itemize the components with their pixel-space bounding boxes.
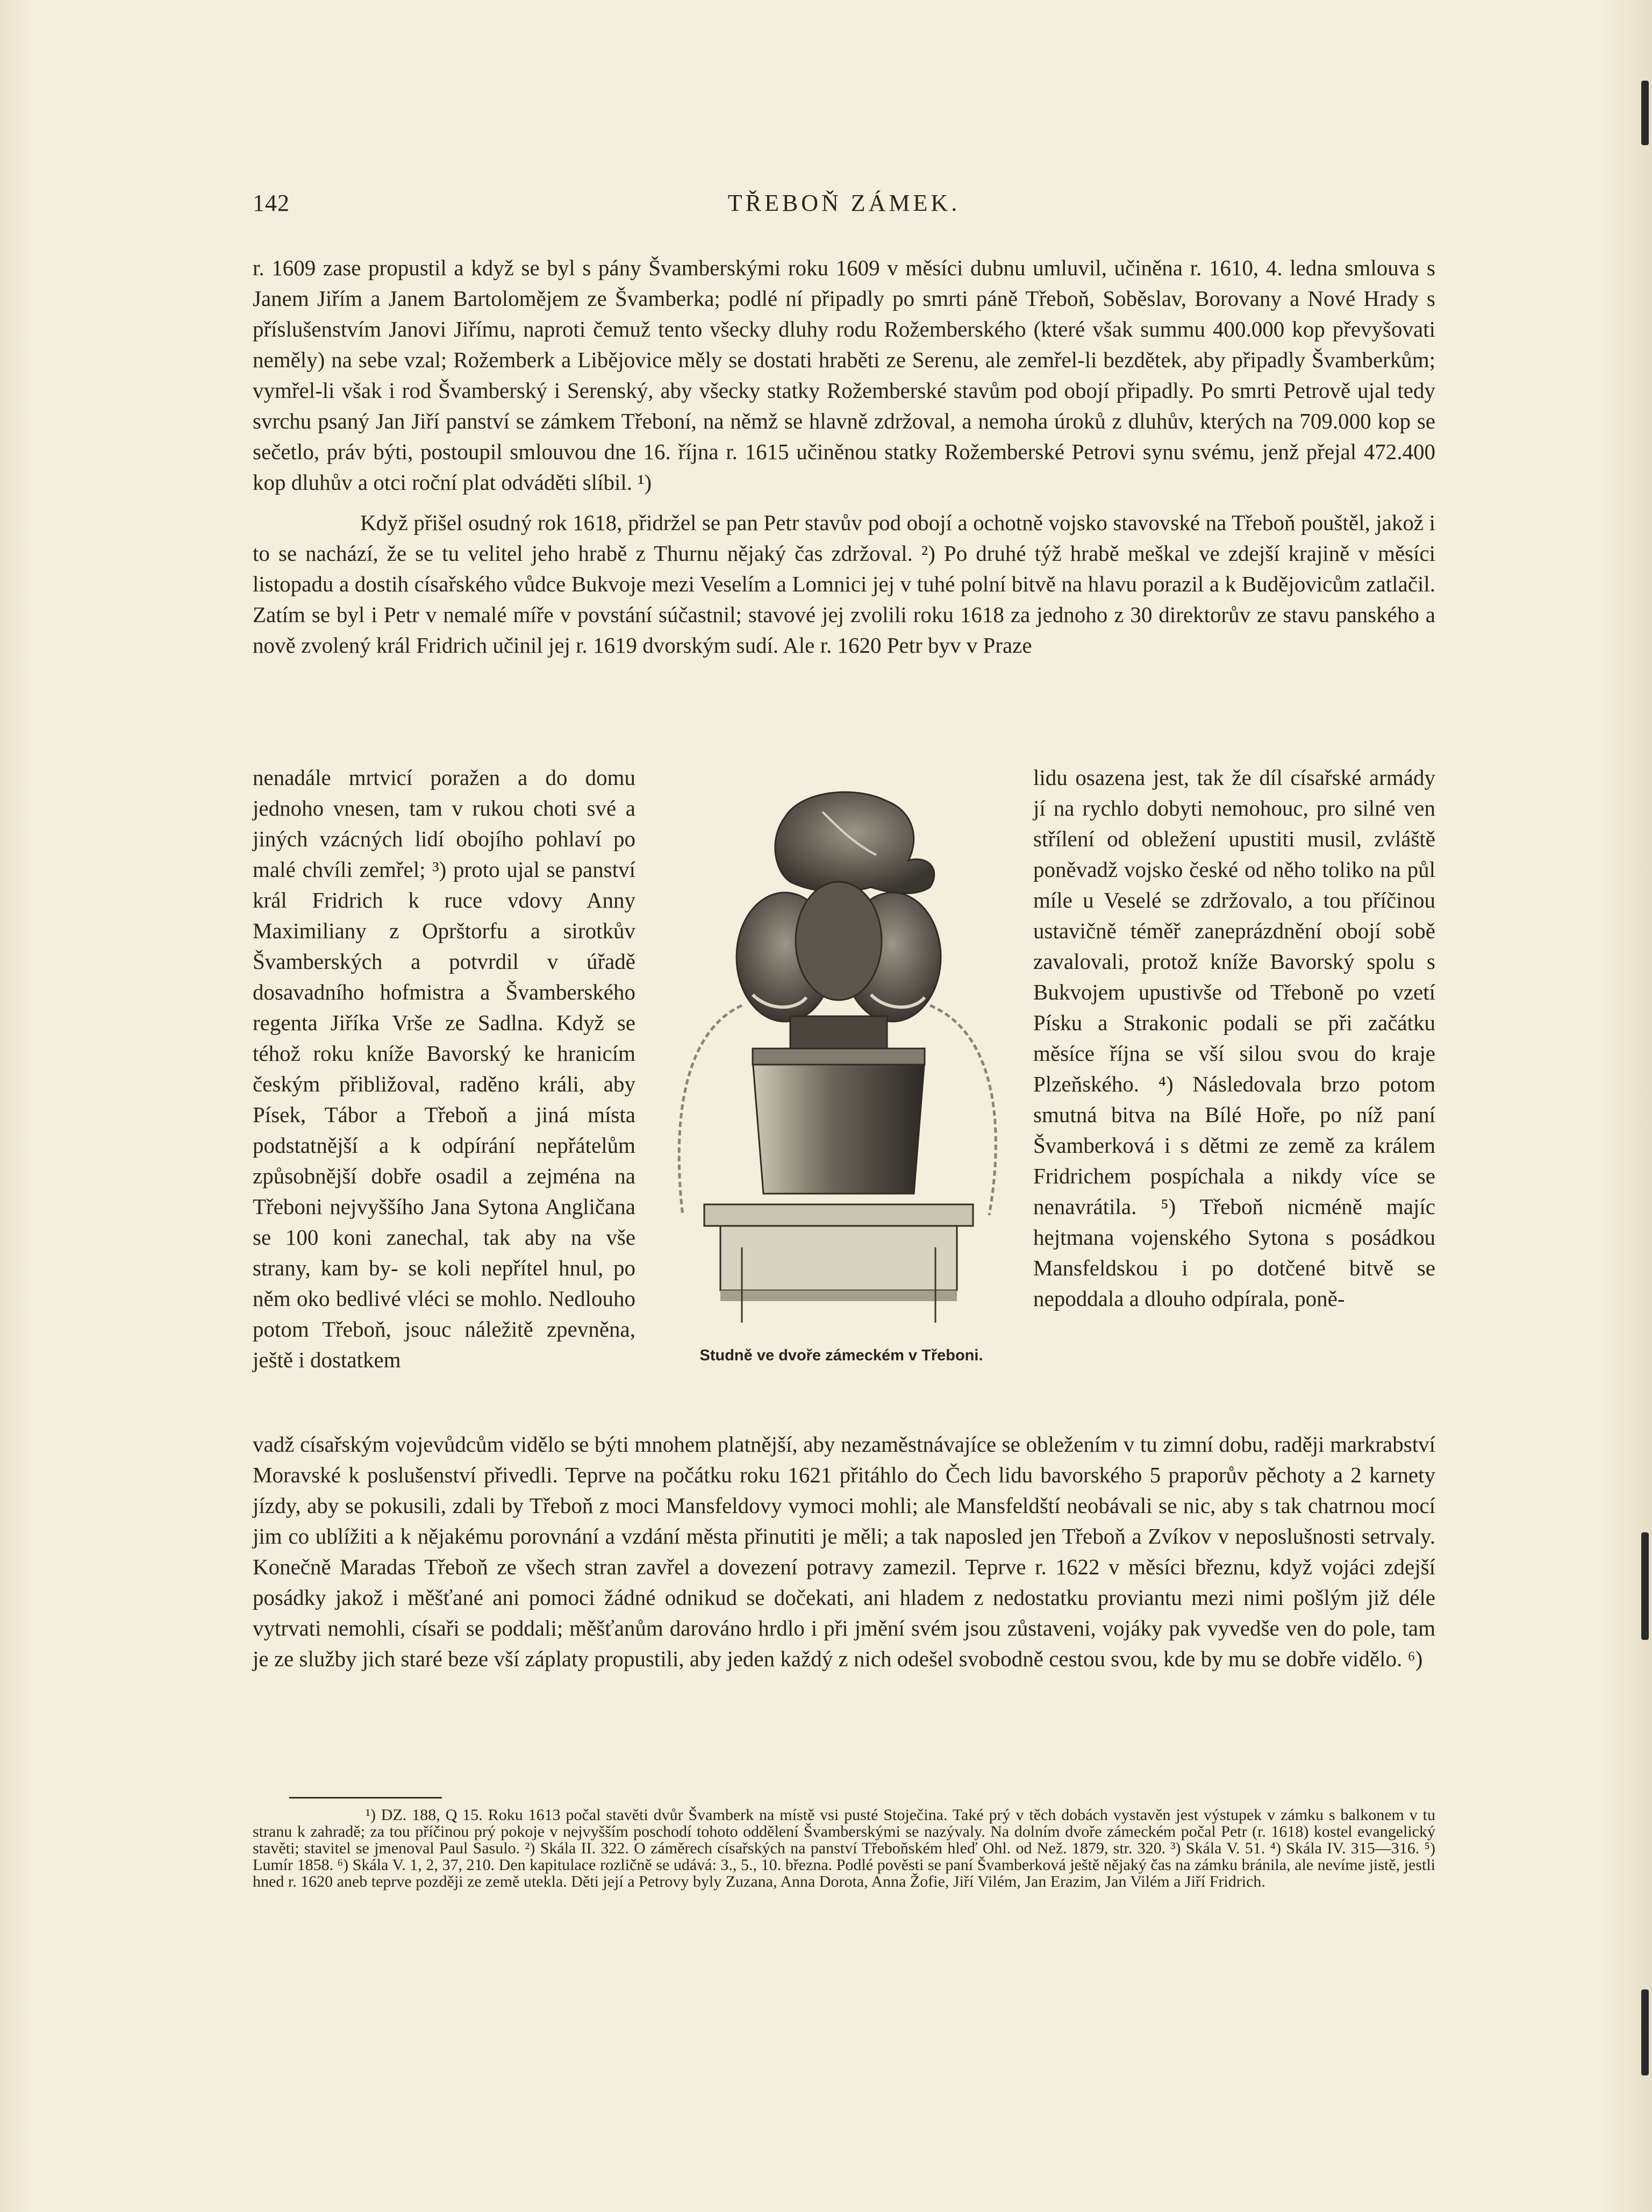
paragraph-3: vadž císařským vojevůdcům vidělo se býti mnohem platnější, aby nezaměstnávajíce se obležením v tu zimní dobu, raději markrabství Moravské k poslušenství přivedli. Teprve na počátku roku 1621 přitáhlo do Čech lidu bavorského 5 praporův pěchoty a 2 karnety jízdy, aby se pokusili, zdali by Třeboň z moci Mansfeldovy vymoci mohli; ale Mansfeldští neobávali se nic, aby s tak chatrnou mocí jim co ublížiti a k nějakému porovnání a vzdání města přinutiti je měli; a tak naposled jen Třeboň a Zvíkov v neposlušnosti setrvaly. Konečně Maradas Třeboň ze všech stran zavřel a dovezení potravy zamezil. Teprve r. 1622 v měsíci březnu, když vojáci zdejší posádky jakož i měšťané ani pomoci žádné odnikud se dočekati, ani hladem z nedostatku proviantu mezi nimi pošlým již déle vytrvati nemohli, císaři se poddali; měšťanům darováno hrdlo i při jmění svém jsou zůstaveni, vojáky pak vyvedše ven do pole, tam je ze služby jich staré beze vší záplaty propustili, aby jeden každý z nich odešel svobodně cestou svou, kde by mu se dobře vidělo. ⁶) — [253, 1432, 1435, 1671]
figure-caption: Studně ve dvoře zámeckém v Třeboni. — [699, 1347, 983, 1364]
fountain-engraving-image — [661, 780, 1016, 1350]
fountain-illustration — [661, 780, 1016, 1382]
scan-edge-mark — [1641, 1532, 1649, 1640]
column-right: lidu osazena jest, tak že díl císařské armády jí na rychlo dobyti nemohouc, pro silné ven střílení od obležení upustiti musil, zvláště poněvadž vojsko české od něho toliko na půl míle u Veselé se zdržovalo, a tou příčinou ustavičně téměř zaneprázdnění obojí sobě zavalovali, protož kníže Bavorský spolu s Bukvojem upustivše od Třeboně po vzetí Písku a Strakonic podali se při začátku měsíce října se vší silou svou do kraje Plzeňského. ⁴) Následovala brzo potom smutná bitva na Bílé Hoře, po níž paní Švamberková i s dětmi ze země za králem Fridrichem pospíchala a nikdy více se nenavrátila. ⁵) Třeboň nicméně majíc hejtmana vojenského Sytona s posádkou Mansfeldskou i po dotčené bitvě se nepoddala a dlouho odpírala, poně- — [1033, 765, 1435, 1311]
column-left: nenadále mrtvicí poražen a do domu jednoho vnesen, tam v rukou choti své a jiných vzácných lidí obojího pohlaví po malé chvíli zemřel; ³) proto ujal se panství král Fridrich k ruce vdovy Anny Maximiliany z Oprštorfu a sirotkův Švamberských a potvrdil v úřadě dosavadního hofmistra a Švamberského regenta Jiříka Vrše ze Sadlna. Když se téhož roku kníže Bavorský ke hranicím českým přibližoval, raděno králi, aby Písek, Tábor a Třeboň a jiná místa podstatnější a k odpírání nepřátelům způsobnější dobře osadil a zejména na Třeboni nejvyššího Jana Sytona Angličana se 100 koni zanechal, tak aby na vše strany, kam by- se koli nepřítel hnul, po něm oko bedlivé vléci se mohlo. Nedlouho potom Třeboň, jsouc náležitě zpevněna, ještě i dostatkem — [253, 765, 635, 1372]
body-text-upper — [253, 253, 1435, 661]
scan-edge-mark — [1641, 1989, 1649, 2075]
footnote-divider — [289, 1797, 442, 1799]
paragraph-2: Když přišel osudný rok 1618, přidržel se pan Petr stavův pod obojí a ochotně vojsko stavovské na Třeboň pouštěl, jakož i to se nachází, že se tu velitel jeho hrabě z Thurnu nějaký čas zdržoval. ²) Po druhé týž hrabě meškal ve zdejší krajině v měsíci listopadu a dostih císařského vůdce Bukvoje mezi Veselím a Lomnici jej v tuhé polní bitvě na hlavu porazil a k Budějovicům zatlačil. Zatím se byl i Petr v nemalé míře v povstání súčastnil; stavové jej zvolili roku 1618 za jednoho z 30 direktorův ze stavu panského a nově zvolený král Fridrich učinil jej r. 1619 dvorským sudí. Ale r. 1620 Petr byv v Praze — [253, 510, 1435, 658]
footnotes — [253, 1807, 1435, 1890]
paragraph-1: r. 1609 zase propustil a když se byl s pány Švamberskými roku 1609 v měsíci dubnu umluvil, učiněna r. 1610, 4. ledna smlouva s Janem Jiřím a Janem Bartolomějem ze Švamberka; podlé ní připadly po smrti páně Třeboň, Soběslav, Borovany a Nové Hrady s příslušenstvím Janovi Jiřímu, naproti čemuž tento všecky dluhy rodu Rožemberského (které však summu 400.000 kop převyšovati neměly) na sebe vzal; Rožemberk a Libějovice měly se dostati hraběti ze Serenu, ale zemřel-li bezdětek, aby připadly Švamberkům; vymřel-li však i rod Švamberský i Serenský, aby všecky statky Rožemberské stavům pod obojí připadly. Po smrti Petrově ujal tedy svrchu psaný Jan Jiří panství se zámkem Třeboní, na němž se hlavně zdržoval, a nemoha úroků z dluhův, kterých na 709.000 kop se sečetlo, práv býti, postoupil smlouvou dne 16. října r. 1615 učiněnou statky Rožemberské Petrovi synu svému, jenž přejal 472.400 kop dluhův a otci roční plat odváděti slíbil. ¹) — [253, 255, 1435, 495]
page-header — [253, 189, 1435, 232]
footnotes-text: ¹) DZ. 188, Q 15. Roku 1613 počal stavěti dvůr Švamberk na místě vsi pusté Stoječina. Také prý v těch dobách vystavěn jest výstupek v zámku s balkonem v tu stranu k zahradě; za tou příčinou prý pokoje v nejvyšším poschodí tohoto oddělení Švamberskými se nazývaly. Na dolním dvoře zámeckém počal Petr (r. 1618) kostel evangelický stavěti; stavitel se jmenoval Paul Sasulo. ²) Skála II. 322. O záměrech císařských na panství Třeboňském hleď Ohl. od Než. 1879, str. 320. ³) Skála V. 51. ⁴) Skála IV. 315—316. ⁵) Lumír 1858. ⁶) Skála V. 1, 2, 37, 210. Den kapitulace rozličně se udává: 3., 5., 10. března. Podlé pověsti se paní Švamberková ještě nějaký čas na zámku bránila, ale nevíme jistě, jestli hned r. 1620 aneb teprve později ze země utekla. Děti její a Petrovy byly Zuzana, Anna Dorota, Anna Žofie, Jiří Vilém, Jan Erazim, Jan Vilém a Jiří Fridrich. — [253, 1806, 1435, 1890]
running-title: TŘEBOŇ ZÁMEK. — [727, 190, 961, 216]
scan-edge-mark — [1641, 81, 1649, 145]
page-number: 142 — [253, 190, 290, 216]
body-text-lower — [253, 1429, 1435, 1674]
